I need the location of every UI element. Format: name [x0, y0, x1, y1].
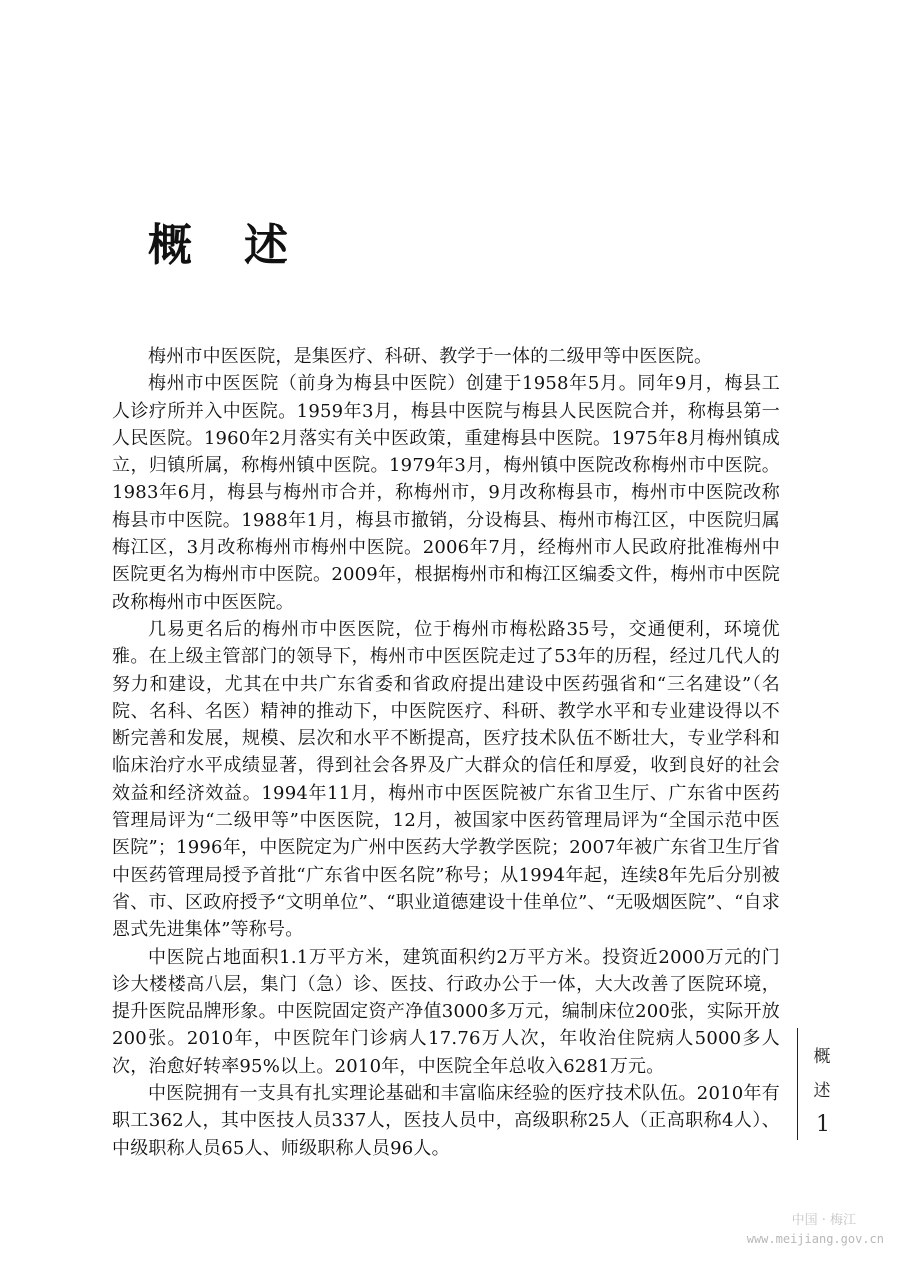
- section-char-1: 概: [813, 1047, 831, 1067]
- body-text: [112, 343, 780, 1162]
- page-number: 1: [816, 1112, 830, 1137]
- running-section-label: [811, 1040, 833, 1108]
- paragraph-staff: 中医院拥有一支具有扎实理论基础和丰富临床经验的医疗技术队伍。2010年有职工362人，其中医技人员337人，医技人员中，高级职称25人（正高职称4人）、中级职称人员65人、师级职称人员96人。: [112, 1083, 780, 1159]
- paragraph-intro: 梅州市中医医院，是集医疗、科研、教学于一体的二级甲等中医医院。: [148, 346, 713, 367]
- section-char-2: 述: [813, 1081, 831, 1101]
- margin-divider: [797, 1028, 798, 1140]
- watermark-url: www.meijiang.gov.cn: [746, 1232, 884, 1246]
- chapter-title: 概述: [148, 220, 340, 271]
- watermark-site-name: 中国 · 梅江: [791, 1213, 856, 1228]
- paragraph-development: 几易更名后的梅州市中医医院，位于梅州市梅松路35号，交通便利，环境优雅。在上级主管部门的领导下，梅州市中医医院走过了53年的历程，经过几代人的努力和建设，尤其在中共广东省委和省政府提出建设中医药强省和“三名建设”（名院、名科、名医）精神的推动下，中医院医疗、科研、教学水平和专业建设得以不断完善和发展，规模、层次和水平不断提高，医疗技术队伍不断壮大，专业学科和临床治疗水平成绩显著，得到社会各界及广大群众的信任和厚爱，收到良好的社会效益和经济效益。1994年11月，梅州市中医医院被广东省卫生厅、广东省中医药管理局评为“二级甲等”中医医院，12月，被国家中医药管理局评为“全国示范中医医院”；1996年，中医院定为广州中医药大学教学医院；2007年被广东省卫生厅省中医药管理局授予首批“广东省中医名院”称号；从1994年起，连续8年先后分别被省、市、区政府授予“文明单位”、“职业道德建设十佳单位”、“无吸烟医院”、“自求恩式先进集体”等称号。: [112, 618, 780, 941]
- paragraph-facilities: 中医院占地面积1.1万平方米，建筑面积约2万平方米。投资近2000万元的门诊大楼楼高八层，集门（急）诊、医技、行政办公于一体，大大改善了医院环境，提升医院品牌形象。中医院固定资产净值3000多万元，编制床位200张，实际开放200张。2010年，中医院年门诊病人17.76万人次，年收治住院病人5000多人次，治愈好转率95%以上。2010年，中医院全年总收入6281万元。: [112, 946, 780, 1077]
- paragraph-history: 梅州市中医医院（前身为梅县中医院）创建于1958年5月。同年9月，梅县工人诊疗所并入中医院。1959年3月，梅县中医院与梅县人民医院合并，称梅县第一人民医院。1960年2月落实有关中医政策，重建梅县中医院。1975年8月梅州镇成立，归镇所属，称梅州镇中医院。1979年3月，梅州镇中医院改称梅州市中医院。1983年6月，梅县与梅州市合并，称梅州市，9月改称梅县市，梅州市中医院改称梅县市中医院。1988年1月，梅县市撤销，分设梅县、梅州市梅江区，中医院归属梅江区，3月改称梅州市梅州中医院。2006年7月，经梅州市人民政府批准梅州中医院更名为梅州市中医院。2009年，根据梅州市和梅江区编委文件，梅州市中医院改称梅州市中医医院。: [112, 373, 780, 613]
